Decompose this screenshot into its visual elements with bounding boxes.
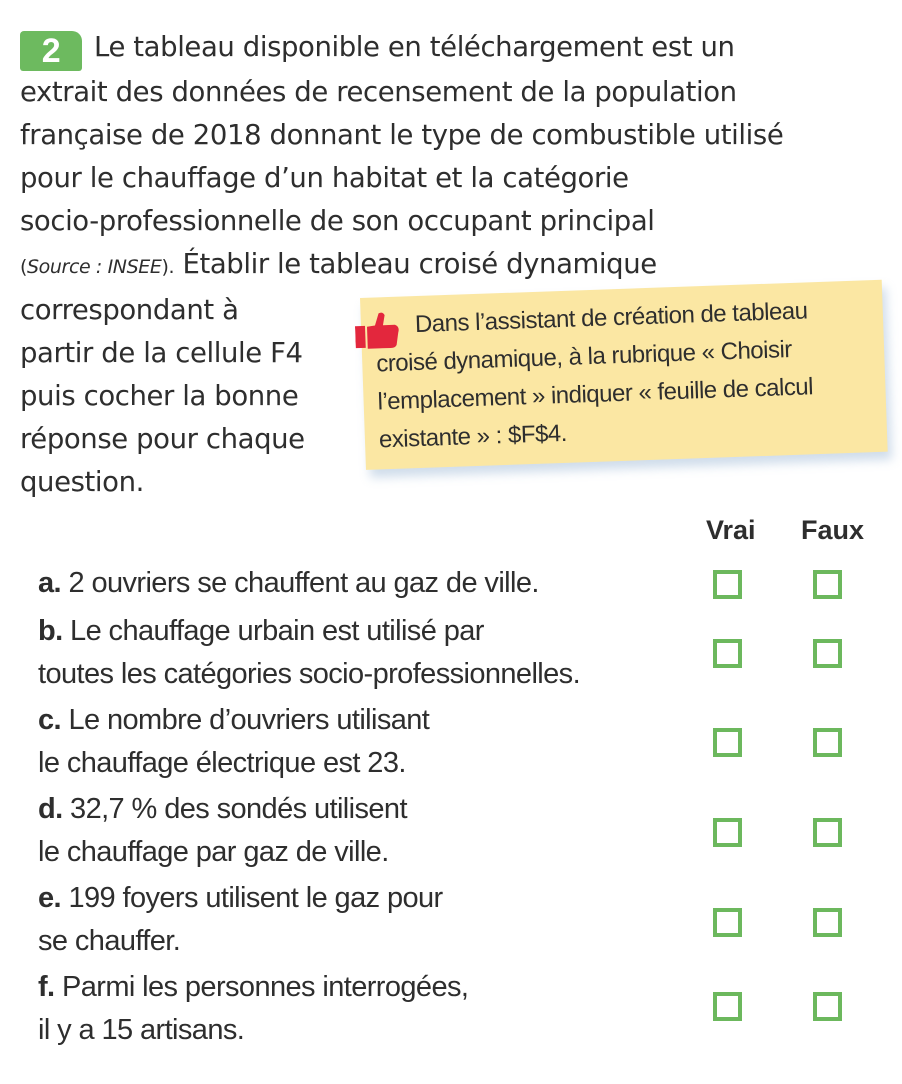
instruction-line-5: question. <box>20 466 144 498</box>
checkbox-c-false[interactable] <box>813 728 842 757</box>
intro-line-3: française de 2018 donnant le type de combustible utilisé <box>20 119 784 151</box>
checkbox-a-true[interactable] <box>713 570 742 599</box>
intro-line-2: extrait des données de recensement de la population <box>20 76 737 108</box>
tip-line-3: l’emplacement » indiquer « feuille de calcul <box>377 373 814 416</box>
question-b: b. Le chauffage urbain est utilisé par toutes les catégories socio-professionnelles. <box>38 615 581 690</box>
instruction-line-3: puis cocher la bonne <box>20 380 299 412</box>
intro-line-4: pour le chauffage d’un habitat et la catégorie <box>20 162 629 194</box>
source-citation: Source : INSEE <box>27 256 162 278</box>
checkbox-c-true[interactable] <box>713 728 742 757</box>
checkbox-a-false[interactable] <box>813 570 842 599</box>
instruction-line-4: réponse pour chaque <box>20 423 305 455</box>
checkbox-f-false[interactable] <box>813 992 842 1021</box>
question-d: d. 32,7 % des sondés utilisent le chauffage par gaz de ville. <box>38 793 407 868</box>
question-e: e. 199 foyers utilisent le gaz pour se chauffer. <box>38 882 443 957</box>
checkbox-e-true[interactable] <box>713 908 742 937</box>
tip-line-2: croisé dynamique, à la rubrique « Choisir <box>375 335 793 378</box>
question-c: c. Le nombre d’ouvriers utilisant le chauffage électrique est 23. <box>38 704 430 779</box>
checkbox-b-false[interactable] <box>813 639 842 668</box>
tip-line-4: existante » : $F$4. <box>378 419 568 454</box>
instruction-line-2: partir de la cellule F4 <box>20 337 303 369</box>
tip-note <box>360 280 888 470</box>
question-a: a. 2 ouvriers se chauffent au gaz de ville. <box>38 567 539 599</box>
instruction-line-1: correspondant à <box>20 294 239 326</box>
intro-line-6: (Source : INSEE). Établir le tableau croisé dynamique <box>20 248 657 280</box>
intro-line-1: 2 Le tableau disponible en téléchargement est un <box>20 26 900 71</box>
column-header-true: Vrai <box>706 515 756 545</box>
tip-line-1: Dans l’assistant de création de tableau <box>414 297 808 339</box>
checkbox-b-true[interactable] <box>713 639 742 668</box>
checkbox-d-true[interactable] <box>713 818 742 847</box>
tip-text <box>374 290 879 459</box>
intro-line-5: socio-professionnelle de son occupant principal <box>20 205 655 237</box>
checkbox-d-false[interactable] <box>813 818 842 847</box>
question-f: f. Parmi les personnes interrogées, il y a 15 artisans. <box>38 971 469 1046</box>
checkbox-f-true[interactable] <box>713 992 742 1021</box>
checkbox-e-false[interactable] <box>813 908 842 937</box>
column-header-false: Faux <box>801 515 865 545</box>
exercise-number-badge: 2 <box>20 31 82 71</box>
